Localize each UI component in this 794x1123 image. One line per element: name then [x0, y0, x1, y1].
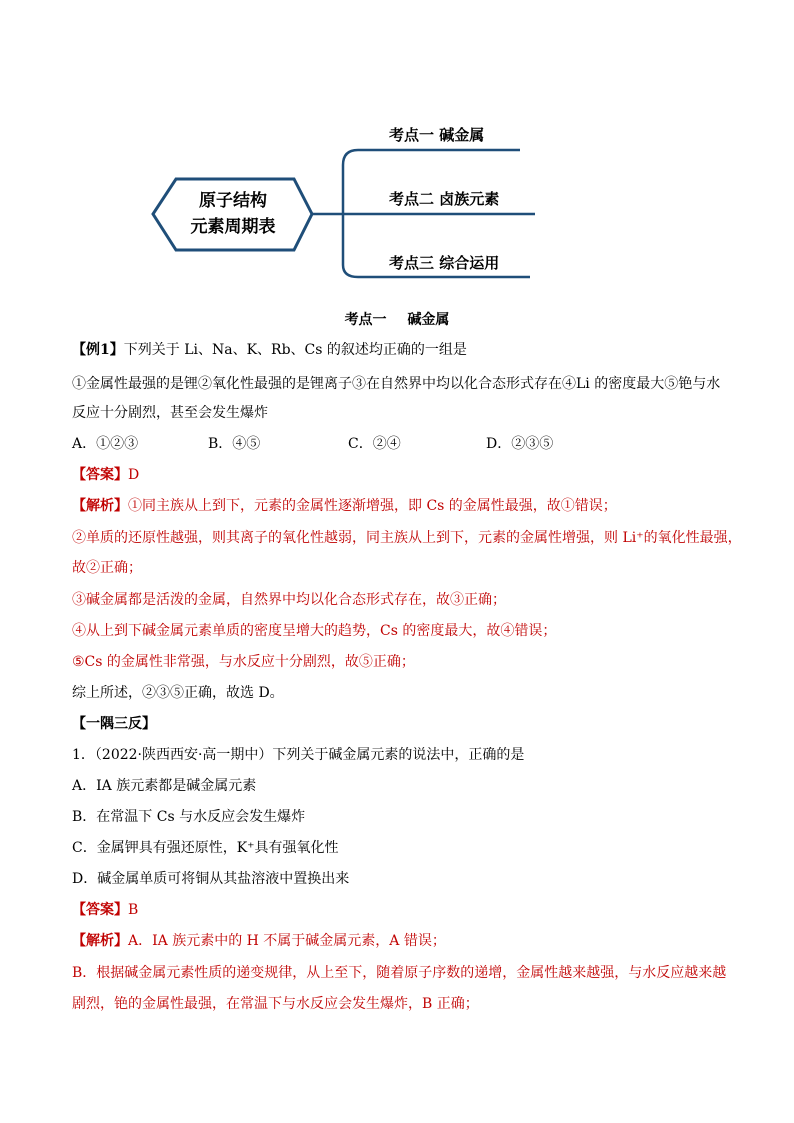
example1-conclusion: 综上所述，②③⑤正确，故选 D。	[72, 685, 284, 701]
branch-label-3: 考点三 综合运用	[389, 254, 500, 272]
option-b: B．④⑤	[208, 436, 261, 452]
practice-option-c: C．金属钾具有强还原性，K⁺具有强氧化性	[72, 840, 339, 856]
analysis-text-1: ①同主族从上到下，元素的金属性逐渐增强，即 Cs 的金属性最强，故①错误；	[128, 498, 617, 514]
example-question-text: 下列关于 Li、Na、K、Rb、Cs 的叙述均正确的一组是	[123, 342, 467, 358]
option-d: D．②③⑤	[486, 436, 554, 452]
practice-q1: 1．（2022·陕西西安·高一期中）下列关于碱金属元素的说法中，正确的是	[72, 747, 525, 763]
center-label-line1: 原子结构	[199, 191, 267, 211]
example1-analysis-2: ②单质的还原性越强，则其离子的氧化性越弱，同主族从上到下，元素的金属性增强，则 Li⁺的氧化性最强，	[72, 530, 742, 546]
practice-answer	[72, 900, 138, 920]
mindmap	[0, 0, 794, 300]
example1-answer	[72, 465, 139, 485]
practice-answer-tag: 【答案】	[72, 902, 128, 918]
center-label-line2: 元素周期表	[190, 217, 276, 237]
practice-analysis-1	[72, 931, 446, 951]
section-title	[0, 309, 794, 329]
example1-stem-line1: ①金属性最强的是锂②氧化性最强的是锂离子③在自然界中均以化合态形式存在④Li 的密度最大⑤铯与水	[72, 376, 721, 392]
practice-analysis-text-1: A．IA 族元素中的 H 不属于碱金属元素，A 错误；	[128, 933, 446, 949]
practice-header: 【一隅三反】	[72, 716, 156, 732]
option-c: C．②④	[348, 436, 401, 452]
analysis-tag: 【解析】	[72, 498, 128, 514]
center-label	[153, 188, 313, 240]
practice-option-b: B．在常温下 Cs 与水反应会发生爆炸	[72, 809, 306, 825]
answer-tag: 【答案】	[72, 467, 128, 483]
practice-option-a: A．IA 族元素都是碱金属元素	[72, 778, 257, 794]
practice-analysis-tag: 【解析】	[72, 933, 128, 949]
section-name: 碱金属	[407, 312, 450, 328]
practice-analysis-2: B．根据碱金属元素性质的递变规律，从上至下，随着原子序数的递增，金属性越来越强，与水反应越来越	[72, 965, 727, 981]
practice-option-d: D．碱金属单质可将铜从其盐溶液中置换出来	[72, 871, 350, 887]
branch-label-2: 考点二 卤族元素	[389, 190, 500, 208]
example1-analysis-1	[72, 496, 617, 516]
section-label: 考点一	[344, 312, 387, 328]
example1-analysis-4: ③碱金属都是活泼的金属，自然界中均以化合态形式存在，故③正确；	[72, 592, 506, 608]
example1-analysis-6: ⑤Cs 的金属性非常强，与水反应十分剧烈，故⑤正确；	[72, 654, 415, 670]
option-a: A．①②③	[72, 436, 139, 452]
practice-answer-value: B	[128, 902, 139, 918]
branch-label-1: 考点一 碱金属	[389, 126, 485, 144]
example1-analysis-3: 故②正确；	[72, 560, 142, 576]
practice-analysis-3: 剧烈，铯的金属性最强，在常温下与水反应会发生爆炸，B 正确；	[72, 996, 479, 1012]
example1-question	[72, 340, 467, 360]
example-tag: 【例1】	[72, 342, 124, 358]
example1-analysis-5: ④从上到下碱金属元素单质的密度呈增大的趋势，Cs 的密度最大，故④错误；	[72, 623, 557, 639]
answer-value: D	[128, 467, 140, 483]
example1-stem-line2: 反应十分剧烈，甚至会发生爆炸	[72, 405, 268, 421]
